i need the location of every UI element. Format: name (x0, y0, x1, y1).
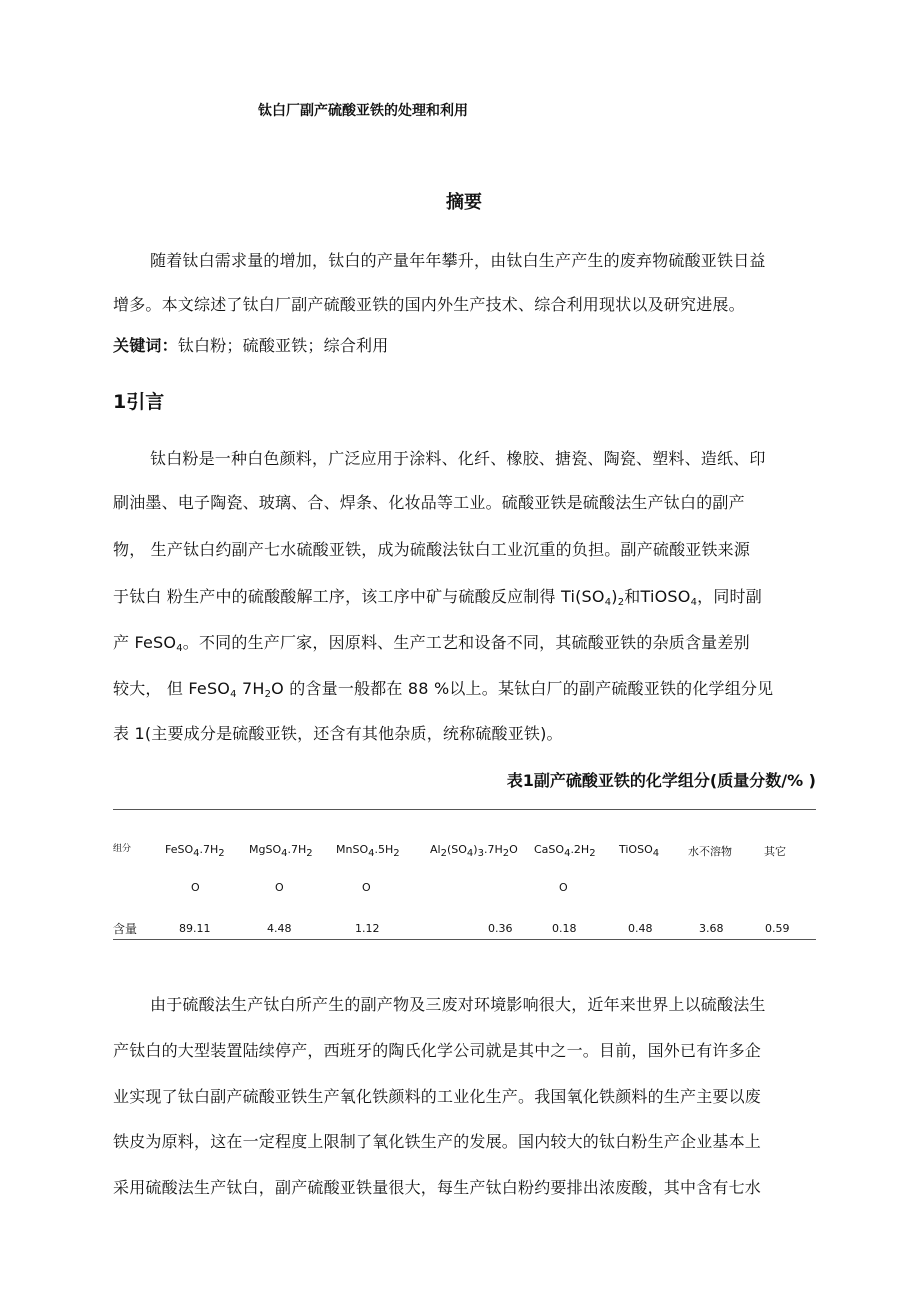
table-header-caso4-cont: O (559, 881, 568, 894)
intro-line-1: 钛白粉是一种白色颜料，广泛应用于涂料、化纤、橡胶、搪瓷、陶瓷、塑料、造纸、印 (150, 449, 766, 468)
intro-line-3: 物， 生产钛白约副产七水硫酸亚铁，成为硫酸法钛白工业沉重的负担。副产硫酸亚铁来源 (113, 540, 751, 559)
closing-line-5: 采用硫酸法生产钛白，副产硫酸亚铁量很大，每生产钛白粉约要排出浓废酸，其中含有七水 (113, 1178, 762, 1197)
table-header-caso4: $CaSO_4.2H_2$ (534, 843, 596, 859)
closing-line-2: 产钛白的大型装置陆续停产，西班牙的陶氏化学公司就是其中之一。目前，国外已有许多企 (113, 1041, 762, 1060)
abstract-line-2: 增多。本文综述了钛白厂副产硫酸亚铁的国内外生产技术、综合利用现状以及研究进展。 (113, 295, 745, 314)
table-top-rule (113, 809, 816, 810)
abstract-heading: 摘要 (446, 192, 482, 213)
table-header-mgso4-cont: O (275, 881, 284, 894)
closing-line-3: 业实现了钛白副产硫酸亚铁生产氧化铁颜料的工业化生产。我国氧化铁颜料的生产主要以废 (113, 1087, 762, 1106)
keywords-label: 关键词： (113, 336, 178, 355)
table-header-other: 其它 (764, 845, 786, 858)
table-header-tioso4: TiOSO$_4$ (619, 843, 660, 859)
section-heading-introduction: 1引言 (113, 391, 165, 413)
table-header-insoluble: 水不溶物 (688, 845, 732, 858)
table-value-insoluble: 3.68 (699, 922, 724, 935)
table-row-label-content: 含量 (113, 922, 138, 936)
intro-line-7: 表 1(主要成分是硫酸亚铁，还含有其他杂质，统称硫酸亚铁)。 (113, 724, 563, 743)
table-header-feso4-cont: O (191, 881, 200, 894)
closing-line-1: 由于硫酸法生产钛白所产生的副产物及三废对环境影响很大，近年来世界上以硫酸法生 (150, 995, 766, 1014)
table-value-feso4: 89.11 (179, 922, 211, 935)
table-value-other: 0.59 (765, 922, 790, 935)
intro-line-5: 产 FeSO$_4$。不同的生产厂家，因原料、生产工艺和设备不同，其硫酸亚铁的杂质含量差别 (113, 633, 750, 654)
table-value-al2so43: 0.36 (488, 922, 513, 935)
intro-line-4: 于钛白 粉生产中的硫酸酸解工序，该工序中矿与硫酸反应制得 $Ti(SO_4)_2$和TiOSO$_4$，同时副 (113, 587, 762, 608)
abstract-line-1: 随着钛白需求量的增加，钛白的产量年年攀升，由钛白生产产生的废弃物硫酸亚铁日益 (150, 251, 766, 270)
keywords-line (113, 333, 388, 356)
table-caption: 表1副产硫酸亚铁的化学组分(质量分数/% ) (506, 771, 816, 790)
table-value-caso4: 0.18 (552, 922, 577, 935)
intro-line-6: 较大， 但 FeSO$_4$ $7H_2O$ 的含量一般都在 88 %以上。某钛白厂的副产硫酸亚铁的化学组分见 (113, 679, 774, 700)
table-value-tioso4: 0.48 (628, 922, 653, 935)
closing-line-4: 铁皮为原料，这在一定程度上限制了氧化铁生产的发展。国内较大的钛白粉生产企业基本上 (113, 1132, 762, 1151)
keywords-text: 钛白粉；硫酸亚铁；综合利用 (177, 336, 389, 355)
table-header-al2so43: $Al_2(SO_4)_3.7H_2O$ (430, 843, 518, 859)
intro-line-2: 刷油墨、电子陶瓷、玻璃、合、焊条、化妆品等工业。硫酸亚铁是硫酸法生产钛白的副产 (113, 493, 745, 512)
table-bottom-rule (113, 939, 816, 940)
table-header-feso4: $FeSO_4.7H_2$ (165, 843, 225, 859)
table-value-mnso4: 1.12 (355, 922, 380, 935)
table-row-label-component: 组分 (113, 844, 132, 854)
table-header-mgso4: $MgSO_4.7H_2$ (249, 843, 313, 859)
table-value-mgso4: 4.48 (267, 922, 292, 935)
table-header-mnso4: $MnSO_4.5H_2$ (336, 843, 400, 859)
table-header-mnso4-cont: O (362, 881, 371, 894)
document-title: 钛白厂副产硫酸亚铁的处理和利用 (258, 103, 468, 119)
